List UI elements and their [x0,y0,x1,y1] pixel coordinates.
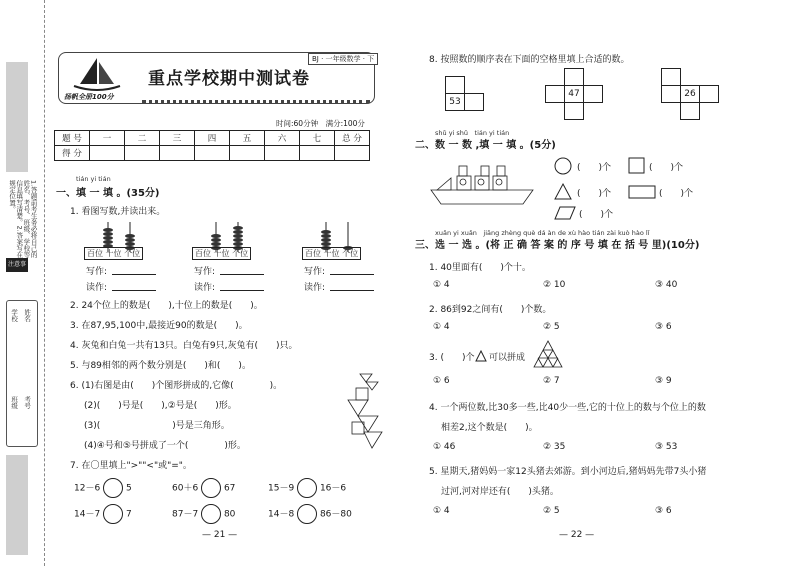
grid-cell: 47 [564,85,584,103]
compare-3 [268,478,346,498]
answer-circle[interactable] [103,478,123,498]
compare-left: 14－7 [74,509,101,520]
score-cell[interactable] [300,146,335,161]
abacus-1-label: 百位 十位 个位 [84,247,143,260]
read-label-3: 读作: [304,283,326,293]
compare-5 [172,504,235,524]
circle-shape-icon [553,156,573,176]
unit: 个 [602,189,612,199]
student-info-box [6,300,38,447]
s1-q1: 1. 看图写数,并读出来。 [70,207,166,217]
compare-right: 16－6 [319,483,347,494]
rectangle-shape-icon [627,182,657,202]
score-head: 一 [90,131,125,146]
abacus-2-label: 百位 十位 个位 [192,247,251,260]
read-blank-2[interactable] [220,290,264,291]
answer-circle[interactable] [297,478,317,498]
option[interactable]: ③ 53 [655,442,678,452]
option[interactable]: ③ 6 [655,506,672,516]
grid-cell: 26 [680,85,700,103]
grid-cell[interactable] [464,93,484,111]
q8-text: 8. 按照数的顺序表在下面的空格里填上合适的数。 [429,55,630,65]
option[interactable]: ② 10 [543,280,566,290]
option[interactable]: ② 5 [543,322,560,332]
score-head: 七 [300,131,335,146]
s3-q4-b: 相差2,这个数是( )。 [441,423,538,433]
header-dots [142,100,370,103]
score-head: 总 分 [335,131,370,146]
compare-left: 15－9 [268,483,295,494]
field-school: 学校 [10,309,19,322]
section3-title: 三、选 一 选 。(将 正 确 答 案 的 序 号 填 在 括 号 里)(10分) [415,240,700,251]
score-cell[interactable] [230,146,265,161]
score-label: 得 分 [55,146,90,161]
notice-block [6,62,28,172]
tangram-rabbit-icon [342,372,388,452]
read-label-1: 读作: [86,283,108,293]
s1-q4: 4. 灰兔和白兔一共有13只。白兔有9只,灰兔有( )只。 [70,341,298,351]
grid-cell[interactable] [564,102,584,120]
abacus-3-label: 百位 十位 个位 [302,247,361,260]
compare-1 [74,478,132,498]
section1-title: 一、填 一 填 。(35分) [56,188,160,199]
s1-q2: 2. 24个位上的数是( ),十位上的数是( )。 [70,301,263,311]
answer-circle[interactable] [201,504,221,524]
count-square: ( )个 [649,163,684,173]
score-head: 二 [125,131,160,146]
shape-ship-icon [427,158,537,208]
write-label-2: 写作: [194,267,216,277]
score-table [54,130,370,161]
answer-circle[interactable] [103,504,123,524]
compare-left: 87－7 [172,509,199,520]
seal-line [44,0,45,566]
write-blank-2[interactable] [220,274,264,275]
option[interactable]: ① 4 [433,280,450,290]
score-head: 四 [195,131,230,146]
parallelogram-shape-icon [553,204,577,222]
time-info: 时间:60分钟 满分:100分 [276,119,365,128]
read-label-2: 读作: [194,283,216,293]
grid-cell[interactable] [699,85,719,103]
count-parallelogram: ( )个 [579,210,614,220]
grid-cell: 53 [445,93,465,111]
grid-cell[interactable] [564,68,584,86]
answer-circle[interactable] [297,504,317,524]
grid-cell[interactable] [661,68,681,86]
s3-pinyin: xuǎn yi xuǎn jiāng zhèng què dá àn de xù hào tián zài kuò hào lǐ [435,229,650,237]
square-shape-icon [627,156,647,176]
score-cell[interactable] [125,146,160,161]
s3-q5-b: 过河,河对岸还有( )头猪。 [441,487,559,497]
count-triangle: ( )个 [577,189,612,199]
option[interactable]: ① 4 [433,506,450,516]
option[interactable]: ③ 9 [655,376,672,386]
score-head: 题 号 [55,131,90,146]
compare-right: 80 [223,509,236,520]
unit: 个 [602,163,612,173]
field-name: 姓名 [23,309,32,322]
triangle-shape-icon [553,182,573,202]
option[interactable]: ② 7 [543,376,560,386]
s1-q6d: (4)④号和⑤号拼成了一个( )形。 [84,441,246,451]
read-blank-3[interactable] [330,290,374,291]
option[interactable]: ② 35 [543,442,566,452]
notice-label: 注意事项 [6,258,28,272]
unit: 个 [674,163,684,173]
s1-q3: 3. 在87,95,100中,最接近90的数是( )。 [70,321,248,331]
page-number-right: — 22 — [559,530,595,540]
field-class: 班级 [10,396,19,409]
sailboat-logo-icon [72,56,122,92]
write-blank-1[interactable] [112,274,156,275]
option[interactable]: ③ 40 [655,280,678,290]
option[interactable]: ② 5 [543,506,560,516]
compare-left: 60＋6 [172,483,199,494]
s1-q6c: (3)( )号是三角形。 [84,421,230,431]
unit: 个 [684,189,694,199]
s3-q2: 2. 86到92之间有( )个数。 [429,305,552,315]
compare-4 [74,504,132,524]
score-cell[interactable] [195,146,230,161]
score-cell[interactable] [160,146,195,161]
brand-name: 扬帆全册100分 [64,93,114,101]
s1-q5: 5. 与89相邻的两个数分别是( )和( )。 [70,361,251,371]
write-label-3: 写作: [304,267,326,277]
score-cell[interactable] [90,146,125,161]
notice-text: 1.答题前考生务必将自己的姓名、考号、班级、学校等信息填写清楚。2.答案写在规定位置。 [8,180,38,258]
write-label-1: 写作: [86,267,108,277]
field-number: 考号 [23,396,32,409]
score-head: 六 [265,131,300,146]
left-page [50,0,400,566]
score-head: 三 [160,131,195,146]
compare-right: 5 [125,483,132,494]
compare-right: 67 [223,483,236,494]
s3-q1: 1. 40里面有( )个十。 [429,263,531,273]
triangle-pyramid-icon [533,340,563,368]
option[interactable]: ① 4 [433,322,450,332]
score-cell[interactable] [265,146,300,161]
compare-2 [172,478,235,498]
page-title: 重点学校期中测试卷 [148,69,310,89]
right-page [405,0,800,566]
read-blank-1[interactable] [112,290,156,291]
answer-circle[interactable] [201,478,221,498]
bottom-block [6,455,28,555]
compare-left: 12－6 [74,483,101,494]
grid-cell[interactable] [661,85,681,103]
compare-right: 7 [125,509,132,520]
compare-right: 86－80 [319,509,352,520]
option[interactable]: ① 46 [433,442,456,452]
count-circle: ( )个 [577,163,612,173]
s1-pinyin: tián yi tián [76,175,111,183]
write-blank-3[interactable] [330,274,374,275]
s1-q6b: (2)( )号是( ),②号是( )形。 [84,401,237,411]
score-cell[interactable] [335,146,370,161]
grid-cell[interactable] [680,102,700,120]
s1-q6a: 6. (1)右图是由( )个图形拼成的,它像( )。 [70,381,283,391]
binding-margin [0,0,50,566]
grid-cell[interactable] [583,85,603,103]
s3-q3-b: 可以拼成 [489,353,526,363]
s3-q3-a: 3. ( )个 [429,353,475,363]
s3-q5: 5. 星期天,猪妈妈一家12头猪去郊游。到小河边后,猪妈妈先带7头小猪 [429,467,707,477]
small-triangle-icon [475,350,487,362]
unit: 个 [604,210,614,220]
grid-cell[interactable] [445,76,465,94]
count-rectangle: ( )个 [659,189,694,199]
option[interactable]: ③ 6 [655,322,672,332]
compare-6 [268,504,352,524]
option[interactable]: ① 6 [433,376,450,386]
s2-pinyin: shǔ yi shǔ tián yi tián [435,129,510,137]
page-number-left: — 21 — [202,530,238,540]
grade-badge: BJ · 一年级数学 · 下 [308,53,378,65]
section2-title: 二、数 一 数 ,填 一 填 。(5分) [415,140,556,151]
compare-left: 14－8 [268,509,295,520]
grid-cell[interactable] [545,85,565,103]
s3-q4: 4. 一个两位数,比30多一些,比40少一些,它的十位上的数与个位上的数 [429,403,706,413]
s1-q7: 7. 在〇里填上">""<"或"="。 [70,461,192,471]
score-head: 五 [230,131,265,146]
